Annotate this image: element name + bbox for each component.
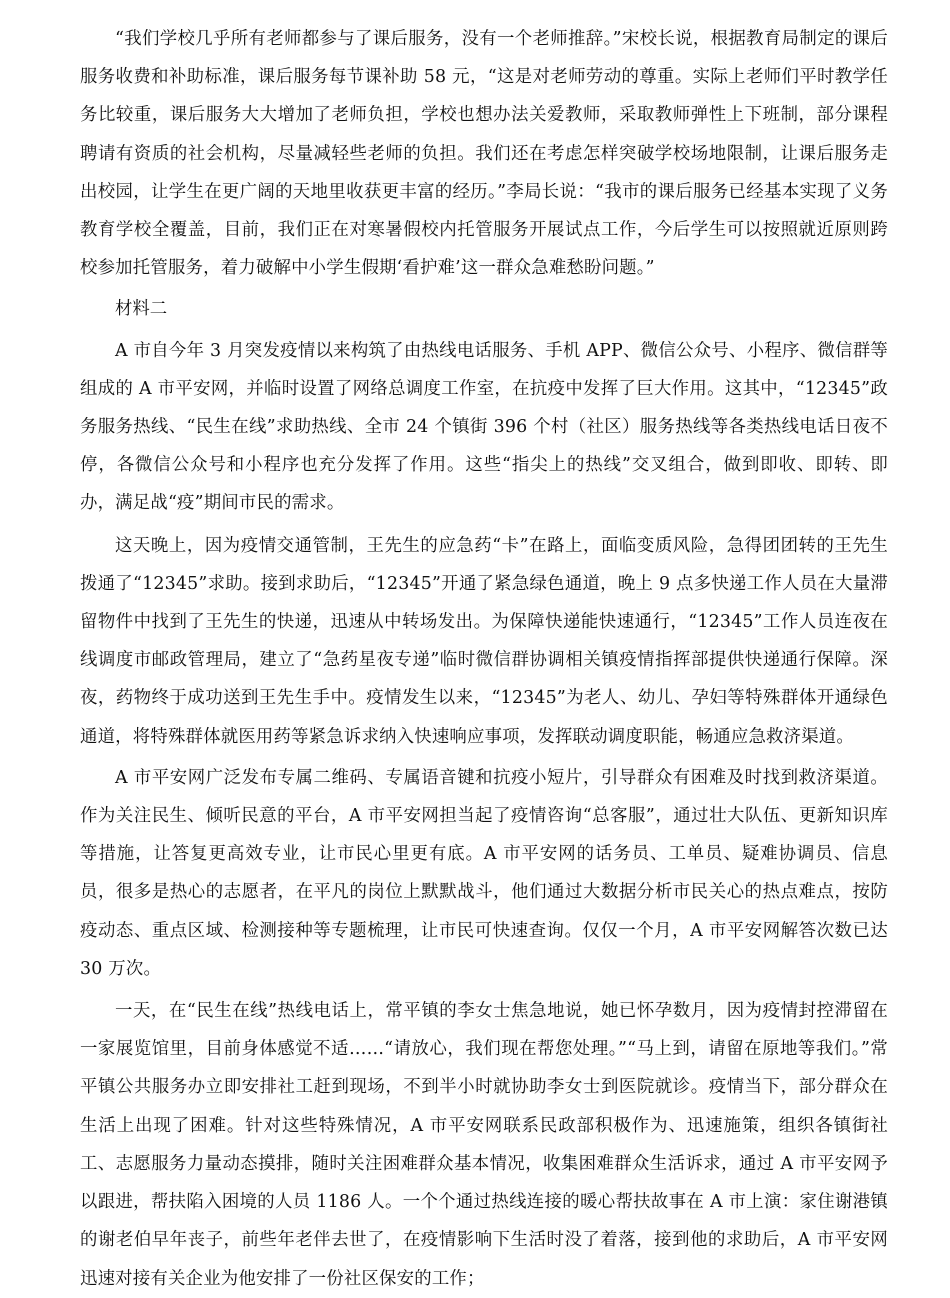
paragraph-mr-wang-emergency-medicine: 这天晚上，因为疫情交通管制，王先生的应急药“卡”在路上，面临变质风险，急得团团转的王先生拨通了“12345”求助。接到求助后，“12345”开通了紧急绿色通道，晚上 9 点多快递工作人员在大量滞留物件中找到了王先生的快递，迅速从中转场发出。为保障快递能快速通行，“12345”工作人员连夜在线调度市邮政管理局，建立了“急药星夜专递”临时微信群协调相关镇疫情指挥部提供快递通行保障。深夜，药物终于成功送到王先生手中。疫情发生以来，“12345”为老人、幼儿、孕妇等特殊群体开通绿色通道，将特殊群体就医用药等紧急诉求纳入快速响应事项，发挥联动调度职能，畅通应急救济渠道。 xyxy=(80,535,888,747)
paragraph-platform-customer-service: A 市平安网广泛发布专属二维码、专属语音键和抗疫小短片，引导群众有困难及时找到救济渠道。作为关注民生、倾听民意的平台，A 市平安网担当起了疫情咨询“总客服”，通过壮大队伍、更新知识库等措施，让答复更高效专业，让市民心里更有底。A 市平安网的话务员、工单员、疑难协调员、信息员，很多是热心的志愿者，在平凡的岗位上默默战斗，他们通过大数据分析市民关心的热点难点，按防疫动态、重点区域、检测接种等专题梳理，让市民可快速查询。仅仅一个月，A 市平安网解答次数已达 30 万次。 xyxy=(80,767,888,979)
paragraph-a-city-safety-network: A 市自今年 3 月突发疫情以来构筑了由热线电话服务、手机 APP、微信公众号、小程序、微信群等组成的 A 市平安网，并临时设置了网络总调度工作室，在抗疫中发挥了巨大作用。这其中，“12345”政务服务热线、“民生在线”求助热线、全市 24 个镇街 396 个村（社区）服务热线等各类热线电话日夜不停，各微信公众号和小程序也充分发挥了作用。这些“指尖上的热线”交叉组合，做到即收、即转、即办，满足战“疫”期间市民的需求。 xyxy=(80,340,888,514)
paragraph-ms-li-and-assistance-stories: 一天，在“民生在线”热线电话上，常平镇的李女士焦急地说，她已怀孕数月，因为疫情封控滞留在一家展览馆里，目前身体感觉不适……“请放心，我们现在帮您处理。”“马上到，请留在原地等我们。”常平镇公共服务办立即安排社工赶到现场，不到半小时就协助李女士到医院就诊。疫情当下，部分群众在生活上出现了困难。针对这些特殊情况，A 市平安网联系民政部积极作为、迅速施策，组织各镇街社工、志愿服务力量动态摸排，随时关注困难群众基本情况，收集困难群众生活诉求，通过 A 市平安网予以跟进，帮扶陷入困境的人员 1186 人。一个个通过热线连接的暖心帮扶故事在 A 市上演：家住谢港镇的谢老伯早年丧子，前些年老伴去世了，在疫情影响下生活时没了着落，接到他的求助后，A 市平安网迅速对接有关企业为他安排了一份社区保安的工作； xyxy=(80,1001,888,1289)
section-heading-material-two: 材料二 xyxy=(115,299,168,320)
paragraph-school-after-class-service: “我们学校几乎所有老师都参与了课后服务，没有一个老师推辞。”宋校长说，根据教育局制定的课后服务收费和补助标准，课后服务每节课补助 58 元，“这是对老师劳动的尊重。实际上老师们平时教学任务比较重，课后服务大大增加了老师负担，学校也想办法关爱教师，采取教师弹性上下班制，部分课程聘请有资质的社会机构，尽量减轻些老师的负担。我们还在考虑怎样突破学校场地限制，让课后服务走出校园，让学生在更广阔的天地里收获更丰富的经历。”李局长说：“我市的课后服务已经基本实现了义务教育学校全覆盖，目前，我们正在对寒暑假校内托管服务开展试点工作，今后学生可以按照就近原则跨校参加托管服务，着力破解中小学生假期‘看护难’这一群众急难愁盼问题。” xyxy=(80,29,888,279)
